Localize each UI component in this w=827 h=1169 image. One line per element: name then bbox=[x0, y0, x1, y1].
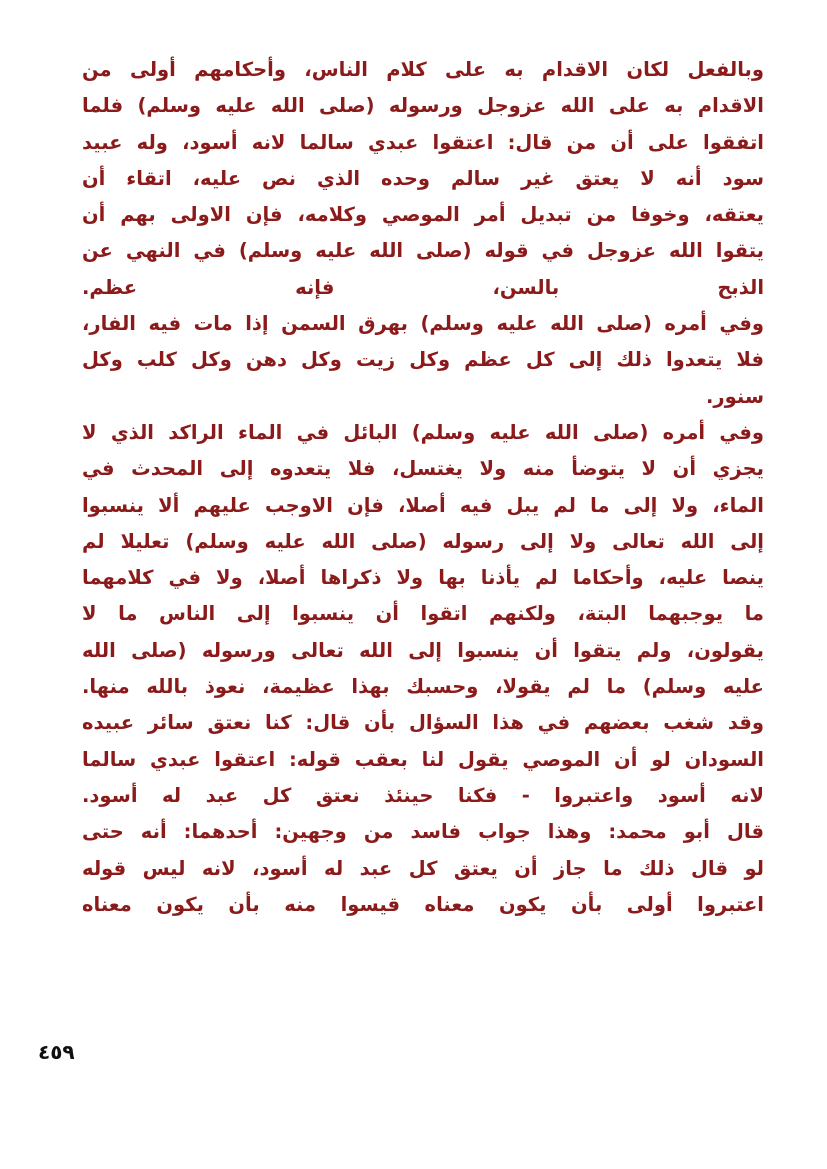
text-line: لانه أسود واعتبروا - فكنا حينئذ نعتق كل عبد له أسود. bbox=[82, 783, 764, 807]
text-line: يعتقه، وخوفا من تبديل أمر الموصي وكلامه، فإن الاولى بهم أن bbox=[82, 203, 764, 227]
text-line: يجزي أن لا يتوضأ منه ولا يغتسل، فلا يتعدوه إلى المحدث في bbox=[82, 457, 764, 481]
page-number: ٤٥٩ bbox=[38, 1040, 75, 1064]
text-line: يتقوا الله عزوجل في قوله (صلى الله عليه وسلم) في النهي عن bbox=[82, 239, 764, 263]
text-line: فلا يتعدوا ذلك إلى كل عظم وكل زيت وكل دهن وكل كلب وكل bbox=[82, 348, 764, 372]
text-line: ينصا عليه، وأحكاما لم يأذنا بها ولا ذكراها أصلا، ولا في كلامهما bbox=[82, 566, 764, 590]
text-line: إلى الله تعالى ولا إلى رسوله (صلى الله عليه وسلم) تعليلا لم bbox=[82, 529, 764, 553]
text-line: ما يوجبهما البتة، ولكنهم اتقوا أن ينسبوا إلى الناس ما لا bbox=[82, 602, 764, 626]
text-line: اتفقوا على أن من قال: اعتقوا عبدي سالما لانه أسود، وله عبيد bbox=[82, 130, 764, 154]
text-line: الاقدام به على الله عزوجل ورسوله (صلى الله عليه وسلم) فلما bbox=[82, 94, 764, 118]
text-line: وفي أمره (صلى الله عليه وسلم) بهرق السمن إذا مات فيه الفار، bbox=[82, 312, 764, 336]
text-line: سود أنه لا يعتق غير سالم وحده الذي نص عليه، اتقاء أن bbox=[82, 166, 764, 190]
text-line: اعتبروا أولى بأن يكون معناه قيسوا منه بأن يكون معناه bbox=[82, 892, 764, 916]
text-line: سنور. bbox=[706, 384, 764, 408]
text-line: وقد شغب بعضهم في هذا السؤال بأن قال: كنا نعتق سائر عبيده bbox=[82, 711, 764, 735]
text-line: يقولون، ولم يتقوا أن ينسبوا إلى الله تعالى ورسوله (صلى الله bbox=[82, 638, 764, 662]
text-line: الماء، ولا إلى ما لم يبل فيه أصلا، فإن الاوجب عليهم ألا ينسبوا bbox=[82, 493, 764, 517]
body-text bbox=[82, 52, 764, 923]
text-line: وفي أمره (صلى الله عليه وسلم) البائل في الماء الراكد الذي لا bbox=[82, 420, 764, 444]
text-line: السودان لو أن الموصي يقول لنا بعقب قوله: اعتقوا عبدي سالما bbox=[82, 747, 764, 771]
text-line: الذبح بالسن، فإنه عظم. bbox=[82, 275, 764, 299]
text-line: عليه وسلم) ما لم يقولا، وحسبك بهذا عظيمة، نعوذ بالله منها. bbox=[82, 675, 764, 699]
text-line: قال أبو محمد: وهذا جواب فاسد من وجهين: أحدهما: أنه حتى bbox=[82, 820, 764, 844]
text-line: لو قال ذلك ما جاز أن يعتق كل عبد له أسود، لانه ليس قوله bbox=[82, 856, 764, 880]
text-line: وبالفعل لكان الاقدام به على كلام الناس، وأحكامهم أولى من bbox=[82, 58, 764, 81]
